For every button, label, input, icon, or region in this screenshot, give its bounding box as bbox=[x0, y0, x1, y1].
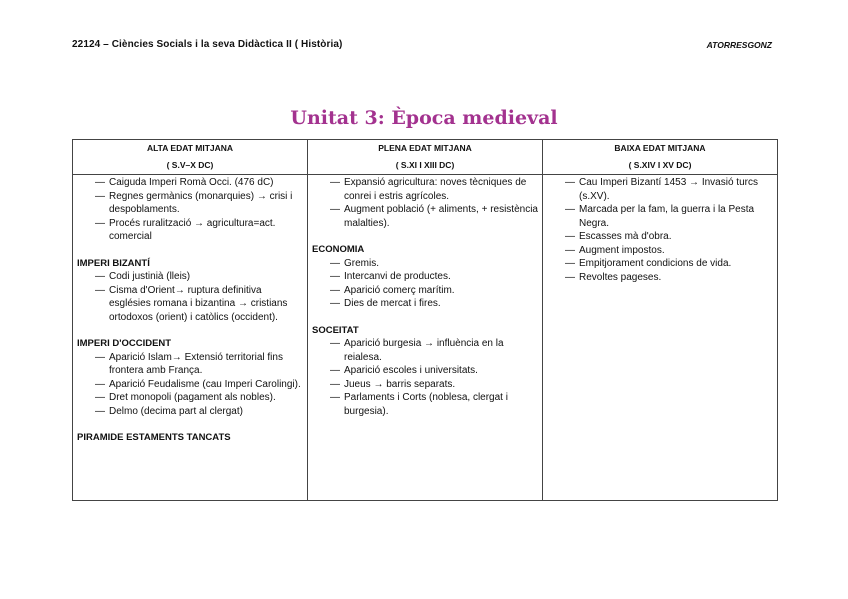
column-period: ( S.XIV I XV DC) bbox=[628, 160, 692, 170]
column-header-alta bbox=[73, 140, 308, 175]
section-title: SOCEITAT bbox=[312, 324, 359, 336]
bullet-list bbox=[547, 176, 773, 284]
column-heading: PLENA EDAT MITJANA bbox=[378, 143, 472, 153]
author-header: ATORRESGONZ bbox=[706, 40, 772, 50]
section-title: PIRAMIDE ESTAMENTS TANCATS bbox=[77, 432, 231, 443]
list-item: — Aparició Feudalisme (cau Imperi Carolingi). bbox=[95, 378, 303, 392]
course-header: 22124 – Ciències Socials i la seva Didàctica II ( Història) bbox=[72, 39, 343, 50]
list-item: — Codi justinià (lleis) bbox=[95, 270, 303, 284]
table-header-row bbox=[73, 140, 778, 175]
list-item: — Cisma d'Orient→ ruptura definitiva esglésies romana i bizantina → cristians ortodoxos (orient) i catòlics (occident). bbox=[95, 284, 303, 325]
list-item: — Dret monopoli (pagament als nobles). bbox=[95, 391, 303, 405]
section-title: ECONOMIA bbox=[312, 244, 365, 255]
list-item: — Aparició burgesia → influència en la reialesa. bbox=[330, 337, 538, 364]
page-title: Unitat 3: Època medieval bbox=[290, 107, 558, 129]
list-item: — Revoltes pageses. bbox=[565, 271, 773, 285]
bullet-list bbox=[77, 270, 303, 324]
column-body-alta bbox=[73, 175, 308, 501]
table-body-row bbox=[73, 175, 778, 501]
list-item: — Augment població (+ aliments, + resistència malalties). bbox=[330, 203, 538, 230]
column-body-plena bbox=[308, 175, 543, 501]
list-item: — Aparició Islam→ Extensió territorial fins frontera amb França. bbox=[95, 351, 303, 378]
bullet-list bbox=[77, 351, 303, 419]
list-item: — Aparició escoles i universitats. bbox=[330, 364, 538, 378]
bullet-list bbox=[312, 257, 538, 311]
summary-table bbox=[72, 139, 778, 501]
column-heading: ALTA EDAT MITJANA bbox=[146, 143, 234, 153]
list-item: — Expansió agricultura: noves tècniques de conrei i estris agrícoles. bbox=[330, 176, 538, 203]
list-item: — Dies de mercat i fires. bbox=[330, 297, 538, 311]
column-period: ( S.XI I XIII DC) bbox=[395, 160, 455, 170]
column-period: ( S.V–X DC) bbox=[166, 160, 214, 170]
column-header-baixa bbox=[543, 140, 778, 175]
column-body-baixa bbox=[543, 175, 778, 501]
list-item: — Empitjorament condicions de vida. bbox=[565, 257, 773, 271]
list-item: — Regnes germànics (monarquies) → crisi i despoblaments. bbox=[95, 190, 303, 217]
list-item: — Marcada per la fam, la guerra i la Pesta Negra. bbox=[565, 203, 773, 230]
list-item: — Parlaments i Corts (noblesa, clergat i burgesia). bbox=[330, 391, 538, 418]
bullet-list bbox=[312, 176, 538, 230]
list-item: — Caiguda Imperi Romà Occi. (476 dC) bbox=[95, 176, 303, 190]
bullet-list bbox=[77, 176, 303, 244]
section-title: IMPERI BIZANTÍ bbox=[77, 257, 150, 269]
list-item: — Gremis. bbox=[330, 257, 538, 271]
list-item: — Jueus → barris separats. bbox=[330, 378, 538, 392]
list-item: — Escasses mà d'obra. bbox=[565, 230, 773, 244]
list-item: — Augment impostos. bbox=[565, 244, 773, 258]
list-item: — Cau Imperi Bizantí 1453 → Invasió turcs (s.XV). bbox=[565, 176, 773, 203]
column-heading: BAIXA EDAT MITJANA bbox=[614, 143, 706, 153]
bullet-list bbox=[312, 337, 538, 418]
section-title: IMPERI D'OCCIDENT bbox=[77, 338, 172, 349]
list-item: — Procés ruralització → agricultura=act. comercial bbox=[95, 217, 303, 244]
list-item: — Delmo (decima part al clergat) bbox=[95, 405, 303, 419]
list-item: — Aparició comerç marítim. bbox=[330, 284, 538, 298]
column-header-plena bbox=[308, 140, 543, 175]
list-item: — Intercanvi de productes. bbox=[330, 270, 538, 284]
